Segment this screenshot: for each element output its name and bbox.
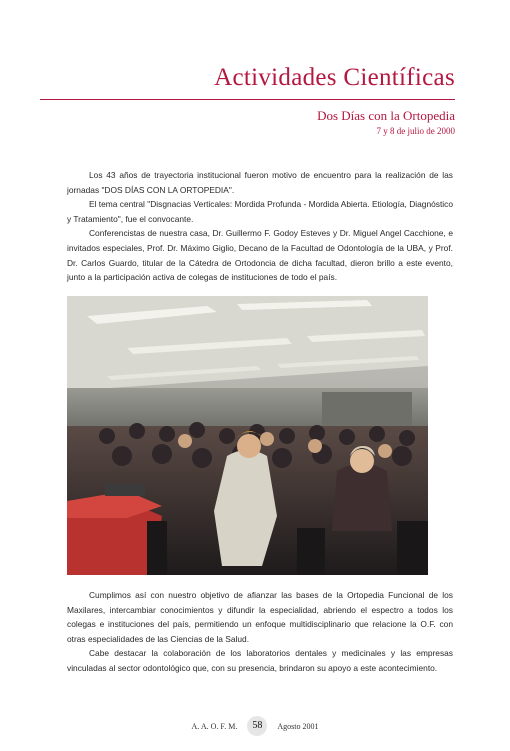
journal-name: A. A. O. F. M. xyxy=(191,721,238,731)
paragraph: Conferencistas de nuestra casa, Dr. Guillermo F. Godoy Esteves y Dr. Miguel Angel Cacchione, e invitados especiales, Prof. Dr. Máximo Giglio, Decano de la Facultad de Odontología de la UBA, y Prof. Dr. Carlos Guardo, titular de la Cátedra de Ortodoncia de dicha facultad, dieron brillo a este evento, junto a la participación activa de colegas de instituciones de todo el país. xyxy=(67,228,453,283)
closing-text xyxy=(67,588,453,676)
issue-date: Agosto 2001 xyxy=(277,721,319,731)
article-dates: 7 y 8 de julio de 2000 xyxy=(376,126,455,136)
paragraph: Cabe destacar la colaboración de los laboratorios dentales y medicinales y las empresas vinculadas al sector odontológico que, con su presencia, brindaron su apoyo a este acontecimiento. xyxy=(67,648,453,673)
event-photo xyxy=(67,296,428,575)
paragraph: El tema central "Disgnacias Verticales: Mordida Profunda - Mordida Abierta. Etiología, Diagnóstico y Tratamiento", fue el convocante. xyxy=(67,199,453,224)
audience-photo-illustration xyxy=(67,296,428,575)
section-title: Actividades Científicas xyxy=(214,64,455,91)
intro-text xyxy=(67,168,453,285)
paragraph: Cumplimos así con nuestro objetivo de afianzar las bases de la Ortopedia Funcional de los Maxilares, intercambiar conocimientos y difundir la especialidad, abriendo el espectro a todos los colegas e instituciones del país, permitiendo un enfoque multidisciplinario que relacione la O.F. con otras especialidades de las Ciencias de la Salud. xyxy=(67,590,453,644)
page-footer xyxy=(0,716,510,736)
article-subtitle: Dos Días con la Ortopedia xyxy=(317,108,455,123)
paragraph: Los 43 años de trayectoria institucional fueron motivo de encuentro para la realización de las jornadas "DOS DÍAS CON LA ORTOPEDIA". xyxy=(67,170,453,195)
title-rule xyxy=(40,99,455,100)
page-number: 58 xyxy=(247,716,267,736)
